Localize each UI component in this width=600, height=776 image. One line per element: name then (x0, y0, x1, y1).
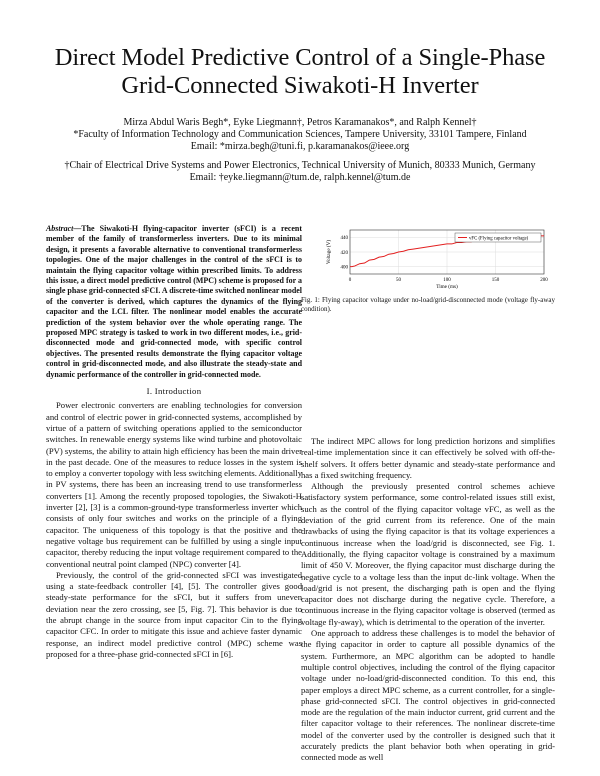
y-tick-label: 440 (340, 236, 348, 242)
affiliation-2: †Chair of Electrical Drive Systems and Power Electronics, Technical University of Munich, 80333 Munich, Germany (64, 159, 536, 171)
abstract (46, 224, 302, 380)
author-block (20, 117, 580, 184)
x-tick-label: 200 (540, 278, 548, 283)
y-tick-label: 420 (340, 250, 348, 256)
x-tick-label: 0 (348, 278, 352, 283)
email-1: Email: *mirza.begh@tuni.fi, p.karamanakos@ieee.org (190, 141, 410, 153)
paragraph: Previously, the control of the grid-connected sFCI was investigated using a state-feedback controller [4], [5]. The controller gives good steady-state performance for the sFCI, but it suffers from uneven deviation near the zero crossing, see [5, Fig. 7]. This behavior is due to the abrupt change in the source from input capacitor Cin to the flying capacitor CFC. In order to mitigate this issue and achieve faster dynamic response, an indirect model predictive control (MPC) scheme was proposed for a three-phase grid-connected sFCI in [6]. (46, 569, 302, 659)
paragraph: One approach to address these challenges is to model the behavior of the flying capacitor in order to capture all possible dynamics of the system. Furthermore, an MPC algorithm can be adopted to handle multiple control objectives, including the control of the flying capacitor voltage under no-load/grid-disconnected condition. To this end, this paper employs a direct MPC scheme, as a current controller, for a single-phase grid-connected sFCI. The control objectives in grid-connected mode are the regulation of the main inductor current, grid current and the filter capacitor voltage to their references. The nonlinear discrete-time model of the converter used by the controller is designed such that it accurately predicts the plant behavior both when operating in grid-connected mode as well (301, 628, 555, 763)
paper-title (20, 44, 580, 100)
y-tick-label: 400 (340, 265, 348, 271)
figure-1-caption: Fig. 1: Flying capacitor voltage under no-load/grid-disconnected mode (voltage fly-away condition). (301, 296, 555, 313)
title-line-2: Grid-Connected Siwakoti-H Inverter (121, 72, 479, 99)
x-axis-label: Time (ms) (436, 284, 458, 290)
y-axis-label: Voltage (V) (326, 239, 332, 265)
x-tick-label: 150 (491, 278, 500, 283)
title-line-1: Direct Model Predictive Control of a Single-Phase (54, 44, 546, 71)
section-heading-introduction: I. Introduction (146, 386, 202, 397)
abstract-text: The Siwakoti-H flying-capacitor inverter (sFCI) is a recent member of the family of transformerless inverters. Due to its minimal design, it presents a favorable alternative to conventional transformerless topologies. One of the major challenges in the control of the sFCI is to maintain the flying capacitor voltage within prescribed limits. To address this issue, a direct model predictive control (MPC) scheme is proposed for a single phase grid-connected sFCI. A discrete-time switched nonlinear model of the converter is derived, which captures the dynamics of the flying capacitor and the LCL filter. The nonlinear model enables the accurate prediction of the system behavior over the whole operating range. The proposed MPC strategy is tasked to work in two different modes, i.e., grid-disconnected mode and grid-connected mode, with specific control objectives. The presented results demonstrate the flying capacitor voltage control in grid-disconnected mode, and also illustrate the steady-state and dynamic performance of the controller in grid-connected mode. (46, 224, 302, 379)
email-2: Email: †eyke.liegmann@tum.de, ralph.kennel@tum.de (189, 171, 411, 183)
left-column (46, 224, 302, 660)
figure-1-chart (312, 226, 552, 290)
paragraph: Power electronic converters are enabling technologies for conversion and control of electric power in grid-connected systems, accomplished by virtue of a pattern of switching operations applied to the semiconductor switches. In renewable energy systems like wind turbine and photovoltaic (PV) systems, the ability to attain high efficiency has been the main driver in the past decade. One of the measures to reduce losses in the system is to employ a converter topology with less switching elements. Additionally in PV systems, there has been an increasing trend to use transformerless converters [1]. Among the recently proposed topologies, the Siwakoti-H inverter [2], [3] is a common-ground-type transformerless inverter which consists of only four switches and works on the principle of a flying capacitor. The uniqueness of this topology is that the positive and the negative voltage bus requirement can be fulfilled by using a single input capacitor, thereby reducing the input voltage requirement compared to the conventional neutral point clamped (NPC) converter [4]. (46, 400, 302, 569)
right-column (301, 436, 555, 764)
x-tick-label: 100 (443, 278, 451, 283)
abstract-label: Abstract— (46, 224, 82, 233)
paragraph: The indirect MPC allows for long prediction horizons and simplifies real-time implementation since it can effectively be solved with off-the-shelf solvers. It offers better dynamic and steady-state performance and has a fixed switching frequency. (301, 436, 555, 480)
authors-names: Mirza Abdul Waris Begh*, Eyke Liegmann†, Petros Karamanakos*, and Ralph Kennel† (123, 117, 477, 128)
affiliation-1: *Faculty of Information Technology and Communication Sciences, Tampere University, 33101 Tampere, Finland (73, 129, 527, 141)
x-tick-label: 50 (396, 278, 401, 283)
legend-label: vFC (Flying capacitor voltage) (469, 236, 529, 242)
paragraph: Although the previously presented control schemes achieve satisfactory system performance, some control-related issues still exist, such as the control of the flying capacitor voltage vFC, as well as the deviation of the grid current from its reference. One of the main drawbacks of using the flying capacitor is that its voltage experiences a continuous increase when the load/grid is disconnected, see Fig. 1. Additionally, the flying capacitor voltage is constrained by a maximum limit of 450 V. Moreover, the flying capacitor must discharge during the negative cycle to a voltage less than the input dc-link voltage. When the load/grid is not present, the discharging path is open and the flying capacitor does not discharge during the negative cycle. Therefore, a continuous increase in the flying capacitor voltage is observed (termed as voltage fly-away), which is detrimental to the operation of the inverter. (301, 481, 555, 627)
